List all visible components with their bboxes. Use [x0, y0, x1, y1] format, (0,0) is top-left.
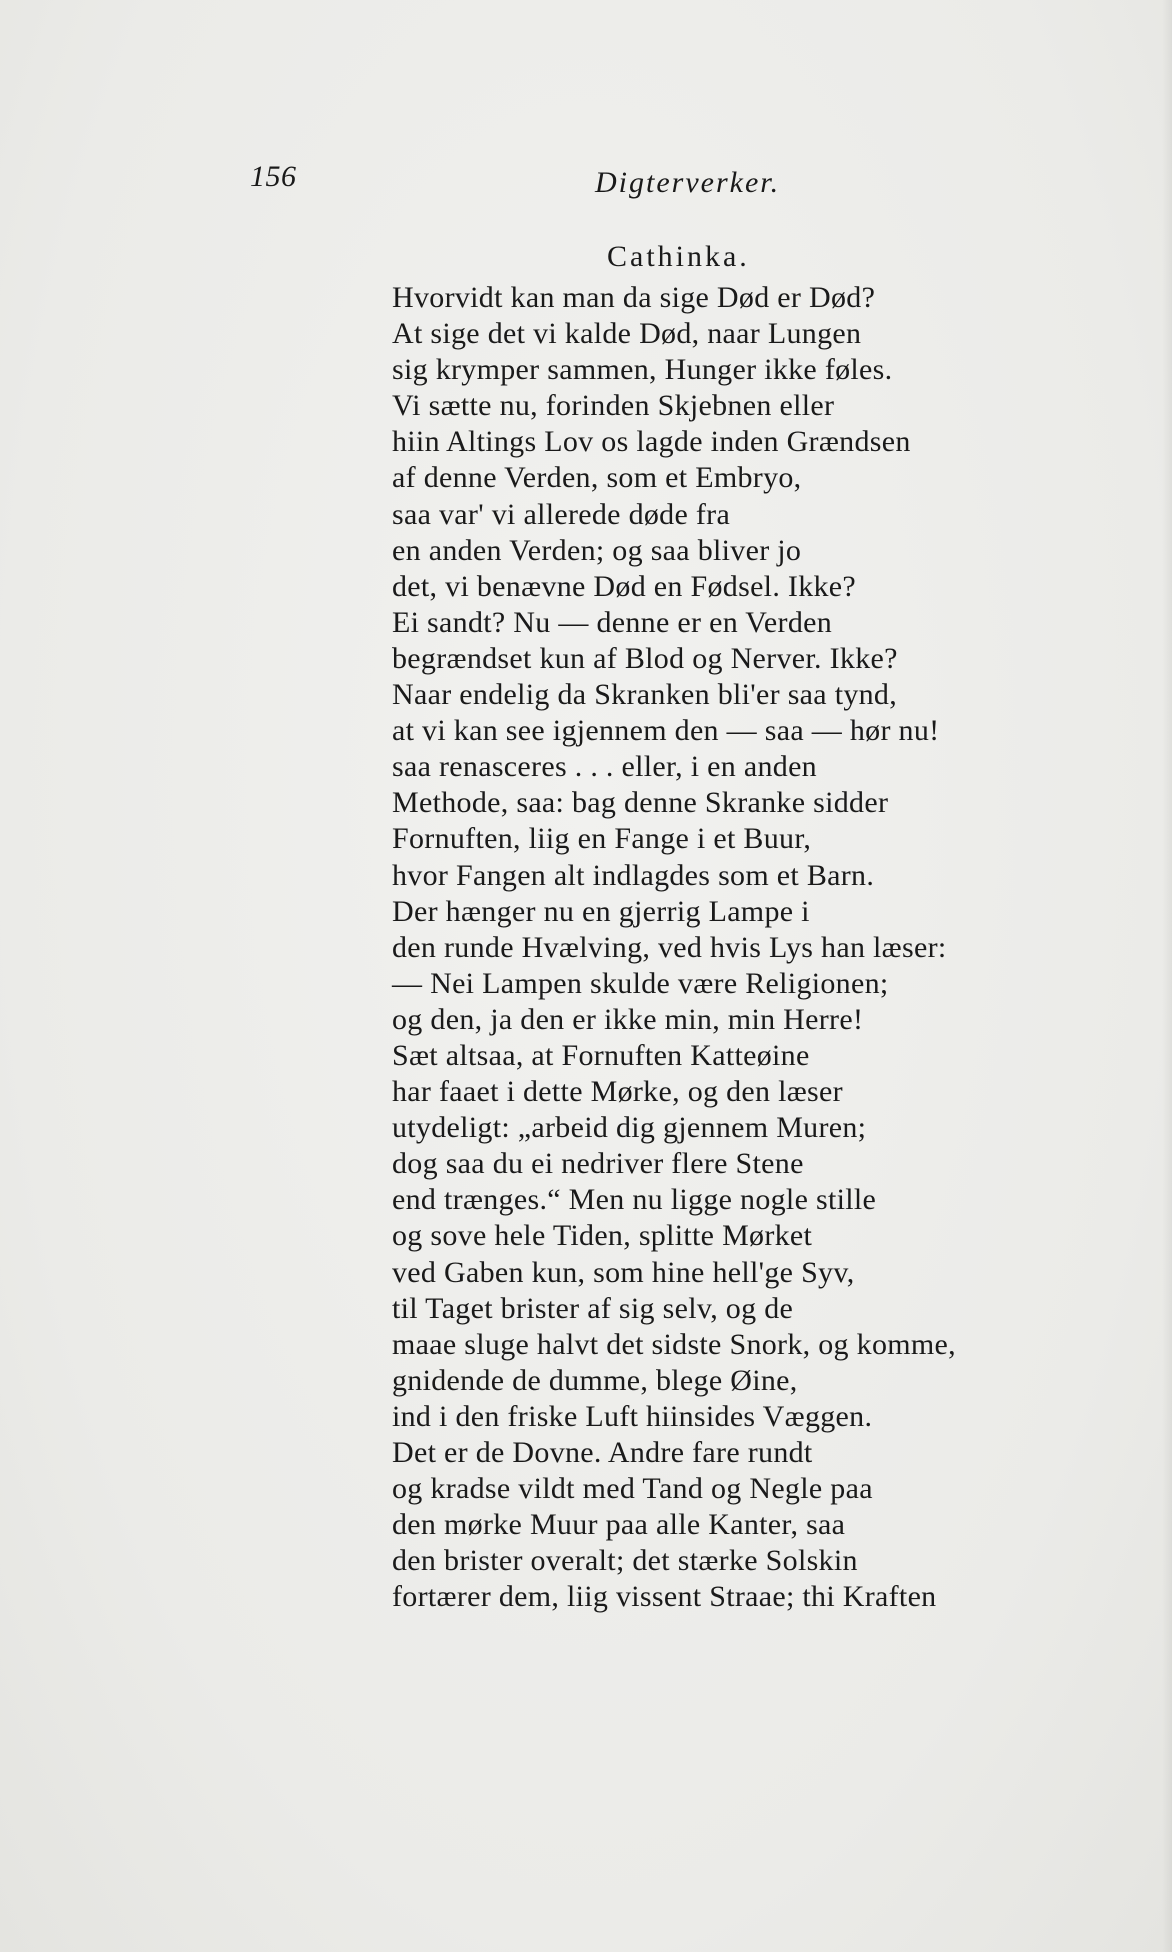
- page-edge-shadow: [1162, 0, 1172, 1952]
- verse-line: Vi sætte nu, forinden Skjebnen eller: [392, 389, 835, 423]
- verse-line: Ei sandt? Nu — denne er en Verden: [392, 605, 833, 639]
- verse-line: hvor Fangen alt indlagdes som et Barn.: [392, 858, 875, 892]
- verse-line: begrændset kun af Blod og Nerver. Ikke?: [392, 641, 898, 675]
- verse-line: ved Gaben kun, som hine hell'ge Syv,: [392, 1255, 855, 1289]
- verse-line: af denne Verden, som et Embryo,: [392, 461, 802, 495]
- verse-line: dog saa du ei nedriver flere Stene: [392, 1147, 804, 1181]
- verse-line: Sæt altsaa, at Fornuften Katteøine: [392, 1038, 810, 1072]
- verse-line: fortærer dem, liig vissent Straae; thi Kraften: [392, 1580, 937, 1614]
- verse-line: utydeligt: „arbeid dig gjennem Muren;: [392, 1111, 867, 1145]
- verse-line: Naar endelig da Skranken bli'er saa tynd,: [392, 678, 898, 712]
- verse-line: Fornuften, liig en Fange i et Buur,: [392, 822, 812, 856]
- verse-block: [392, 280, 1032, 1615]
- verse-line: At sige det vi kalde Død, naar Lungen: [392, 317, 862, 351]
- verse-line: at vi kan see igjennem den — saa — hør nu!: [392, 714, 940, 748]
- verse-line: hiin Altings Lov os lagde inden Grændsen: [392, 425, 911, 459]
- page-number: 156: [250, 160, 297, 193]
- verse-line: det, vi benævne Død en Fødsel. Ikke?: [392, 569, 857, 603]
- verse-line: end trænges.“ Men nu ligge nogle stille: [392, 1183, 877, 1217]
- verse-line: den runde Hvælving, ved hvis Lys han læser:: [392, 930, 947, 964]
- verse-line: til Taget brister af sig selv, og de: [392, 1291, 794, 1325]
- verse-line: har faaet i dette Mørke, og den læser: [392, 1075, 843, 1109]
- verse-line: ind i den friske Luft hiinsides Væggen.: [392, 1399, 873, 1433]
- verse-line: og den, ja den er ikke min, min Herre!: [392, 1002, 864, 1036]
- verse-line: sig krymper sammen, Hunger ikke føles.: [392, 353, 893, 387]
- verse-line: den brister overalt; det stærke Solskin: [392, 1544, 858, 1578]
- verse-line: en anden Verden; og saa bliver jo: [392, 533, 802, 567]
- verse-line: Methode, saa: bag denne Skranke sidder: [392, 786, 889, 820]
- speaker-name: Cathinka.: [607, 240, 750, 273]
- running-title: Digterverker.: [595, 166, 781, 199]
- verse-line: gnidende de dumme, blege Øine,: [392, 1363, 798, 1397]
- verse-line: Der hænger nu en gjerrig Lampe i: [392, 894, 810, 928]
- verse-line: maae sluge halvt det sidste Snork, og komme,: [392, 1327, 956, 1361]
- verse-line: saa var' vi allerede døde fra: [392, 497, 731, 531]
- verse-line: saa renasceres . . . eller, i en anden: [392, 750, 817, 784]
- verse-line: — Nei Lampen skulde være Religionen;: [392, 966, 889, 1000]
- verse-line: den mørke Muur paa alle Kanter, saa: [392, 1508, 846, 1542]
- verse-line: og kradse vildt med Tand og Negle paa: [392, 1472, 873, 1506]
- verse-line: Hvorvidt kan man da sige Død er Død?: [392, 281, 876, 314]
- verse-line: og sove hele Tiden, splitte Mørket: [392, 1219, 813, 1253]
- verse-line: Det er de Dovne. Andre fare rundt: [392, 1436, 813, 1469]
